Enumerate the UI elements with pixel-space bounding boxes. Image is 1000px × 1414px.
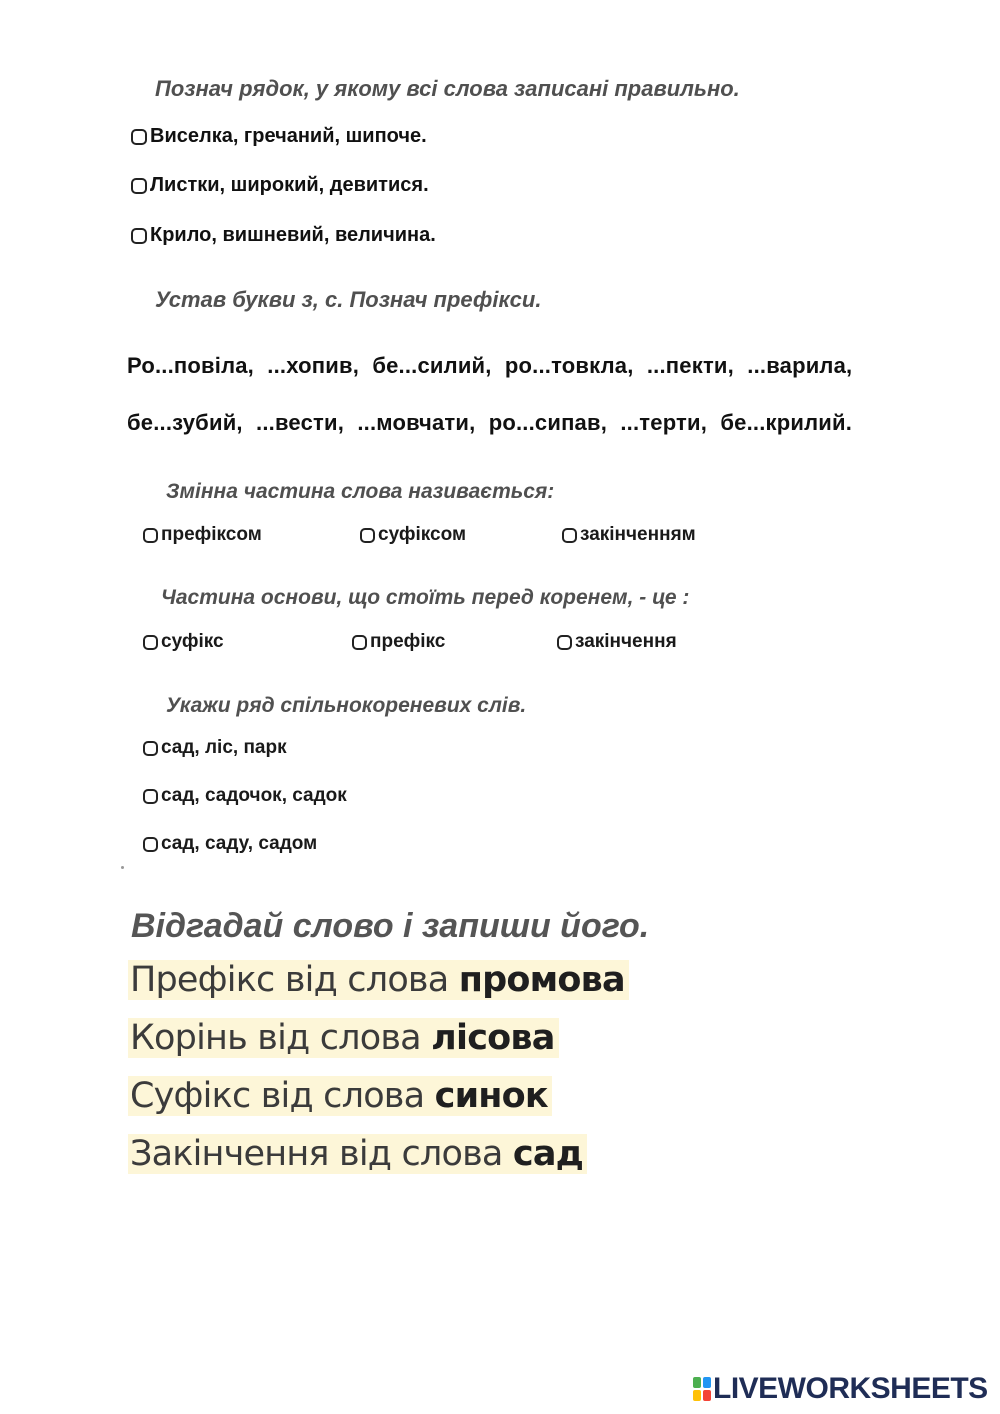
checkbox[interactable] <box>131 129 147 145</box>
riddle-word: синок <box>434 1076 548 1116</box>
q5-option-2[interactable] <box>143 785 347 807</box>
question-2-title: Устав букви з, с. Познач префікси. <box>155 287 542 312</box>
checkbox[interactable] <box>143 741 158 756</box>
logo-icon <box>693 1377 711 1401</box>
option-label: сад, саду, садом <box>161 833 318 854</box>
question-3-title: Змінна частина слова називається: <box>166 480 555 503</box>
q4-option-suffix[interactable] <box>143 631 224 653</box>
checkbox[interactable] <box>352 635 367 650</box>
riddle-row-prefix[interactable] <box>128 960 629 1000</box>
option-label: Виселка, гречаний, шипоче. <box>150 125 427 147</box>
fill-in-line-1[interactable]: Ро...повіла, ...хопив, бе...силий, ро...товкла, ...пекти, ...варила, <box>127 353 853 378</box>
option-label: закінчення <box>575 631 677 652</box>
q1-option-3[interactable] <box>131 224 436 247</box>
q3-option-prefix[interactable] <box>143 524 262 546</box>
option-label: Листки, широкий, девитися. <box>150 174 429 196</box>
question-5-title: Укажи ряд спільнокореневих слів. <box>166 694 527 717</box>
riddle-prompt: Суфікс від слова <box>130 1076 435 1116</box>
option-label: Крило, вишневий, величина. <box>150 224 436 246</box>
riddle-word: промова <box>458 960 625 1000</box>
option-label: сад, ліс, парк <box>161 737 287 758</box>
riddle-prompt: Префікс від слова <box>130 960 459 1000</box>
checkbox[interactable] <box>143 635 158 650</box>
checkbox[interactable] <box>131 178 147 194</box>
stray-dot <box>121 866 124 869</box>
option-label: префіксом <box>161 524 262 545</box>
q4-option-prefix[interactable] <box>352 631 445 653</box>
logo-text: LIVEWORKSHEETS <box>713 1372 988 1405</box>
q4-option-ending[interactable] <box>557 631 677 653</box>
option-label: префікс <box>370 631 446 652</box>
checkbox[interactable] <box>360 528 375 543</box>
checkbox[interactable] <box>143 789 158 804</box>
riddle-prompt: Закінчення від слова <box>130 1134 513 1174</box>
option-label: сад, садочок, садок <box>161 785 347 806</box>
fill-in-line-2[interactable]: бе...зубий, ...вести, ...мовчати, ро...сипав, ...терти, бе...крилий. <box>127 410 853 435</box>
riddle-row-suffix[interactable] <box>128 1076 552 1116</box>
question-1-title: Познач рядок, у якому всі слова записані правильно. <box>155 76 740 101</box>
riddle-row-ending[interactable] <box>128 1134 587 1174</box>
option-label: закінченням <box>580 524 696 545</box>
q5-option-1[interactable] <box>143 737 287 759</box>
liveworksheets-logo <box>693 1372 988 1406</box>
checkbox[interactable] <box>143 528 158 543</box>
riddle-word: сад <box>512 1134 584 1174</box>
checkbox[interactable] <box>143 837 158 852</box>
q3-option-suffix[interactable] <box>360 524 466 546</box>
checkbox[interactable] <box>562 528 577 543</box>
q5-option-3[interactable] <box>143 833 317 855</box>
question-4-title: Частина основи, що стоїть перед коренем, - це : <box>161 586 690 609</box>
checkbox[interactable] <box>557 635 572 650</box>
riddle-title: Відгадай слово і запиши його. <box>131 907 650 945</box>
option-label: суфікс <box>161 631 224 652</box>
riddle-row-root[interactable] <box>128 1018 559 1058</box>
riddle-prompt: Корінь від слова <box>130 1018 432 1058</box>
checkbox[interactable] <box>131 228 147 244</box>
q3-option-ending[interactable] <box>562 524 696 546</box>
option-label: суфіксом <box>378 524 467 545</box>
q1-option-2[interactable] <box>131 174 429 197</box>
q1-option-1[interactable] <box>131 125 427 148</box>
riddle-word: лісова <box>431 1018 555 1058</box>
